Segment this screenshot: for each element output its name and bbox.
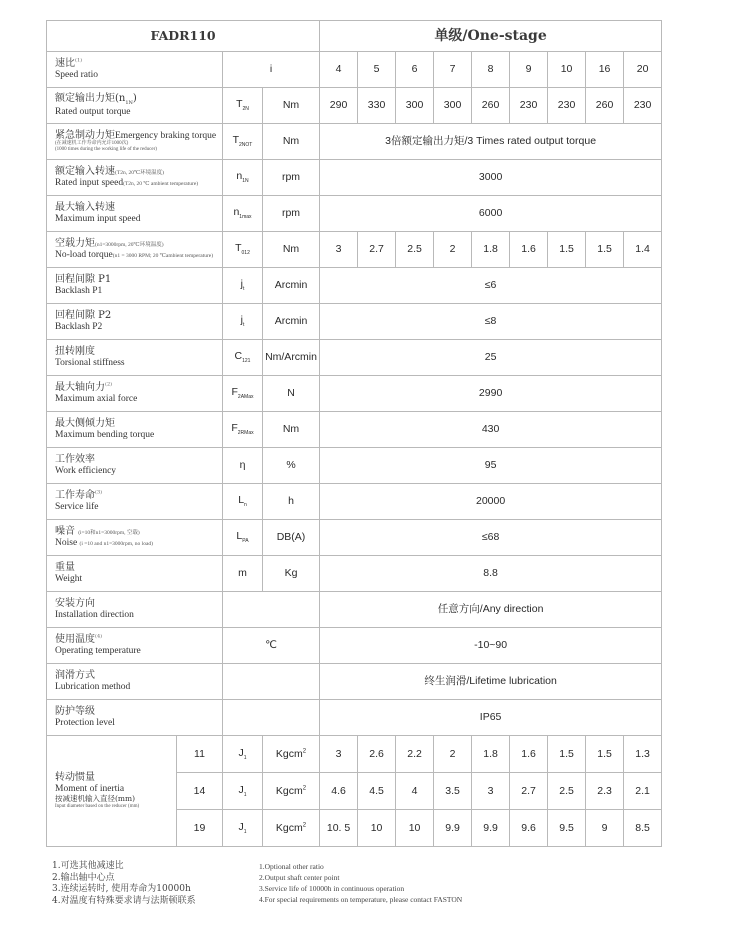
inertia-value: 10 xyxy=(396,810,434,847)
model-header: FADR110 xyxy=(47,21,320,52)
inertia-diameter: 14 xyxy=(177,773,223,810)
inertia-value: 10 xyxy=(358,810,396,847)
no-load-value: 1.5 xyxy=(586,232,624,268)
param-symbol: $F_{2RMax}$ xyxy=(223,412,263,448)
param-symbol: $J_1$ xyxy=(223,773,263,810)
inertia-value: 9 xyxy=(586,810,624,847)
param-unit: ℃ xyxy=(223,628,320,664)
ratio-value: 4 xyxy=(320,52,358,88)
footnote-item: 3.连续运转时, 使用寿命为10000h xyxy=(52,884,191,894)
param-unit: Nm xyxy=(263,124,320,160)
param-symbol: $J_1$ xyxy=(223,810,263,847)
no-load-value: 2.5 xyxy=(396,232,434,268)
inertia-value: 1.3 xyxy=(624,736,662,773)
footnote-item: 4.对温度有特殊要求请与法斯顿联系 xyxy=(52,895,196,906)
ratio-value: 20 xyxy=(624,52,662,88)
param-unit: Kgcm$^2$ xyxy=(263,810,320,847)
inertia-value: 9.9 xyxy=(434,810,472,847)
no-load-value: 2.7 xyxy=(358,232,396,268)
param-unit: Kgcm$^2$ xyxy=(263,773,320,810)
param-value: ≤8 xyxy=(320,304,662,340)
param-name: 安装方向 Installation direction xyxy=(47,592,223,628)
stage-header: 单级/One-stage xyxy=(320,21,662,52)
param-unit: Kg xyxy=(263,556,320,592)
param-unit: Nm xyxy=(263,88,320,124)
inertia-value: 2.6 xyxy=(358,736,396,773)
ratio-value: 6 xyxy=(396,52,434,88)
torque-value: 290 xyxy=(320,88,358,124)
param-symbol: $L_{PA}$ xyxy=(223,520,263,556)
inertia-value: 2.7 xyxy=(510,773,548,810)
param-name: 最大轴向力$^{(2)}$ Maximum axial force xyxy=(47,376,223,412)
param-symbol: $n_{1N}$ xyxy=(223,160,263,196)
ratio-value: 10 xyxy=(548,52,586,88)
inertia-value: 9.5 xyxy=(548,810,586,847)
torque-value: 230 xyxy=(624,88,662,124)
param-symbol: $T_{2N}$ xyxy=(223,88,263,124)
param-unit: % xyxy=(263,448,320,484)
param-symbol: m xyxy=(223,556,263,592)
footnote-item: 2.输出轴中心点 xyxy=(52,872,115,883)
torque-value: 330 xyxy=(358,88,396,124)
param-name: 润滑方式 Lubrication method xyxy=(47,664,223,700)
param-unit: DB(A) xyxy=(263,520,320,556)
row-no-load-torque xyxy=(47,232,662,268)
footnote-item: 4.For special requirements on temperature, please contact FASTON xyxy=(259,895,463,904)
param-symbol: η xyxy=(223,448,263,484)
param-name: 使用温度$^{(4)}$ Operating temperature xyxy=(47,628,223,664)
row-rated-output-torque xyxy=(47,88,662,124)
param-name: 工作效率 Work efficiency xyxy=(47,448,223,484)
row-backlash-p2 xyxy=(47,304,662,340)
param-value: 任意方向/Any direction xyxy=(320,592,662,628)
param-value: 20000 xyxy=(320,484,662,520)
param-unit: rpm xyxy=(263,160,320,196)
param-symbol: $F_{2AMax}$ xyxy=(223,376,263,412)
row-maximum-input-speed xyxy=(47,196,662,232)
param-symbol: $L_n$ xyxy=(223,484,263,520)
no-load-value: 1.5 xyxy=(548,232,586,268)
inertia-value: 2.1 xyxy=(624,773,662,810)
param-symbol: $j_t$ xyxy=(223,304,263,340)
inertia-value: 3.5 xyxy=(434,773,472,810)
param-unit-empty xyxy=(223,592,320,628)
inertia-name: 转动惯量 Moment of inertia 按减速机输入直径(mm) Input diameter based on the reducer (mm) xyxy=(47,736,177,847)
inertia-value: 2.3 xyxy=(586,773,624,810)
param-name: 噪音 (i=10和n1=3000rpm, 空载) Noise (i =10 and n1=3000rpm, no load) xyxy=(47,520,223,556)
row-weight xyxy=(47,556,662,592)
param-unit: Arcmin xyxy=(263,304,320,340)
row-speed-ratio xyxy=(47,52,662,88)
no-load-value: 3 xyxy=(320,232,358,268)
param-symbol: i xyxy=(223,52,320,88)
ratio-value: 16 xyxy=(586,52,624,88)
inertia-value: 9.9 xyxy=(472,810,510,847)
ratio-value: 5 xyxy=(358,52,396,88)
inertia-diameter: 19 xyxy=(177,810,223,847)
row-inertia xyxy=(47,736,662,773)
inertia-value: 1.6 xyxy=(510,736,548,773)
row-torsional-stiffness xyxy=(47,340,662,376)
inertia-value: 1.5 xyxy=(586,736,624,773)
param-value: ≤68 xyxy=(320,520,662,556)
param-unit: Nm/Arcmin xyxy=(263,340,320,376)
param-name: 回程间隙 P2 Backlash P2 xyxy=(47,304,223,340)
param-name: 最大侧倾力矩 Maximum bending torque xyxy=(47,412,223,448)
ratio-value: 9 xyxy=(510,52,548,88)
param-name: 空载力矩(n1=3000rpm, 20℃环境温度) No-load torque(n1 = 3000 RPM; 20 ℃ambient temperature) xyxy=(47,232,223,268)
inertia-value: 1.8 xyxy=(472,736,510,773)
param-unit-empty xyxy=(223,664,320,700)
inertia-value: 2.2 xyxy=(396,736,434,773)
param-name: 额定输出力矩$(n_{1N})$ Rated output torque xyxy=(47,88,223,124)
param-name: 最大输入转速 Maximum input speed xyxy=(47,196,223,232)
inertia-value: 2 xyxy=(434,736,472,773)
param-name: 防护等级 Protection level xyxy=(47,700,223,736)
param-symbol: $j_t$ xyxy=(223,268,263,304)
param-symbol: $T_{012}$ xyxy=(223,232,263,268)
spec-table xyxy=(46,20,662,847)
inertia-value: 4.5 xyxy=(358,773,396,810)
no-load-value: 2 xyxy=(434,232,472,268)
inertia-value: 2.5 xyxy=(548,773,586,810)
row-noise xyxy=(47,520,662,556)
param-unit: Kgcm$^2$ xyxy=(263,736,320,773)
footnotes-en xyxy=(259,861,462,905)
row-protection-level xyxy=(47,700,662,736)
inertia-value: 4.6 xyxy=(320,773,358,810)
param-value: -10~90 xyxy=(320,628,662,664)
param-symbol: $T_{2NOT}$ xyxy=(223,124,263,160)
torque-value: 230 xyxy=(510,88,548,124)
param-name: 重量 Weight xyxy=(47,556,223,592)
param-unit: rpm xyxy=(263,196,320,232)
param-unit: h xyxy=(263,484,320,520)
param-unit-empty xyxy=(223,700,320,736)
inertia-value: 10. 5 xyxy=(320,810,358,847)
torque-value: 300 xyxy=(434,88,472,124)
param-symbol: $C_{121}$ xyxy=(223,340,263,376)
param-value: 3000 xyxy=(320,160,662,196)
no-load-value: 1.8 xyxy=(472,232,510,268)
row-service-life xyxy=(47,484,662,520)
footnote-item: 3.Service life of 10000h in continuous operation xyxy=(259,884,405,893)
row-rated-input-speed xyxy=(47,160,662,196)
param-value: IP65 xyxy=(320,700,662,736)
torque-value: 260 xyxy=(472,88,510,124)
footnote-item: 1.Optional other ratio xyxy=(259,862,324,871)
inertia-value: 1.5 xyxy=(548,736,586,773)
param-value: ≤6 xyxy=(320,268,662,304)
param-unit: N xyxy=(263,376,320,412)
no-load-value: 1.6 xyxy=(510,232,548,268)
param-value: 2990 xyxy=(320,376,662,412)
param-name: 工作寿命$^{(3)}$ Service life xyxy=(47,484,223,520)
param-name: 回程间隙 P1 Backlash P1 xyxy=(47,268,223,304)
inertia-value: 9.6 xyxy=(510,810,548,847)
row-lubrication-method xyxy=(47,664,662,700)
param-unit: Arcmin xyxy=(263,268,320,304)
param-value: 6000 xyxy=(320,196,662,232)
row-backlash-p1 xyxy=(47,268,662,304)
row-emergency-braking-torque xyxy=(47,124,662,160)
row-maximum-axial-force xyxy=(47,376,662,412)
inertia-value: 3 xyxy=(472,773,510,810)
footnotes-zh xyxy=(52,861,196,907)
footnote-item: 2.Output shaft center point xyxy=(259,873,340,882)
row-installation-direction xyxy=(47,592,662,628)
inertia-diameter: 11 xyxy=(177,736,223,773)
param-name: 扭转刚度 Torsional stiffness xyxy=(47,340,223,376)
param-value: 3倍额定输出力矩/3 Times rated output torque xyxy=(320,124,662,160)
inertia-value: 8.5 xyxy=(624,810,662,847)
inertia-value: 4 xyxy=(396,773,434,810)
param-name: 紧急制动力矩Emergency braking torque (在减速机工作寿命内允许1000次) (1000 times during the working life of the reducer) xyxy=(47,124,223,160)
row-operating-temperature xyxy=(47,628,662,664)
param-symbol: $n_{1max}$ xyxy=(223,196,263,232)
row-work-efficiency xyxy=(47,448,662,484)
param-value: 95 xyxy=(320,448,662,484)
torque-value: 260 xyxy=(586,88,624,124)
param-name: 速比$^{(1)}$ Speed ratio xyxy=(47,52,223,88)
param-value: 25 xyxy=(320,340,662,376)
param-value: 终生润滑/Lifetime lubrication xyxy=(320,664,662,700)
inertia-value: 3 xyxy=(320,736,358,773)
param-unit: Nm xyxy=(263,412,320,448)
torque-value: 300 xyxy=(396,88,434,124)
param-value: 8.8 xyxy=(320,556,662,592)
footnote-item: 1.可选其他减速比 xyxy=(52,861,124,871)
param-symbol: $J_1$ xyxy=(223,736,263,773)
param-name: 额定输入转速(T2n, 20℃环境温度) Rated input speed(T2n, 20 ℃ ambient temperature) xyxy=(47,160,223,196)
ratio-value: 8 xyxy=(472,52,510,88)
row-maximum-bending-torque xyxy=(47,412,662,448)
no-load-value: 1.4 xyxy=(624,232,662,268)
torque-value: 230 xyxy=(548,88,586,124)
param-unit: Nm xyxy=(263,232,320,268)
header-row xyxy=(47,21,662,52)
param-value: 430 xyxy=(320,412,662,448)
ratio-value: 7 xyxy=(434,52,472,88)
